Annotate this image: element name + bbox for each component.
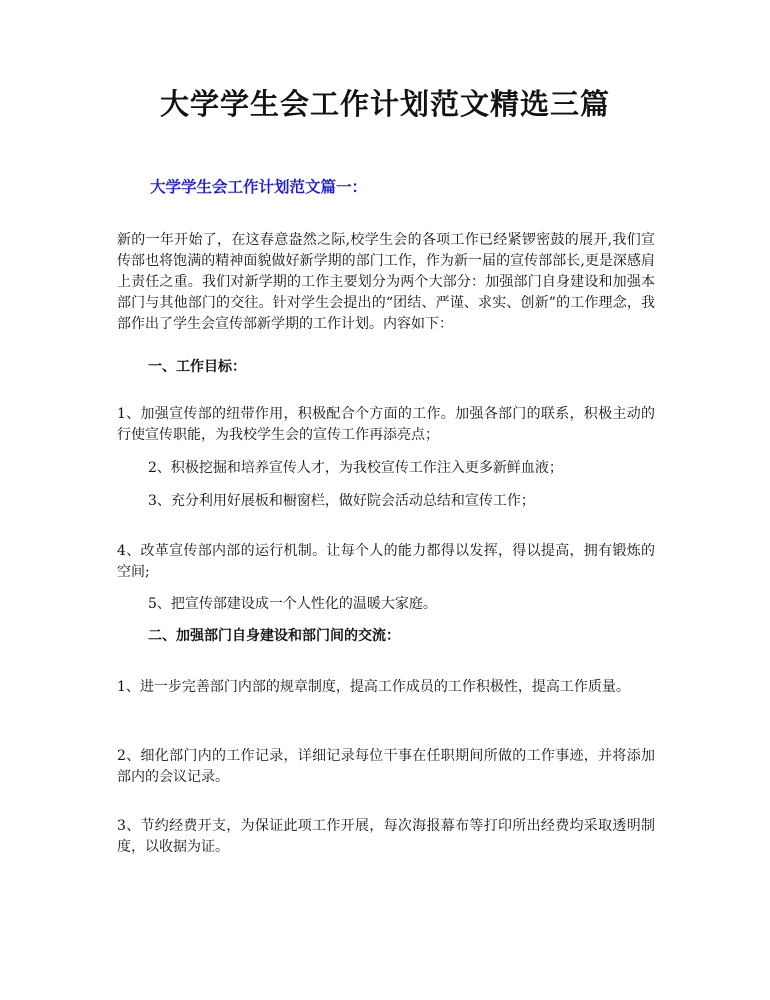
heading-department-building: 二、加强部门自身建设和部门间的交流： bbox=[148, 628, 400, 644]
goal-item-1: 1、加强宣传部的纽带作用，积极配合个方面的工作。加强各部门的联系，积极主动的行使宣传职能，为我校学生会的宣传工作再添亮点； bbox=[117, 406, 655, 443]
intro-paragraph: 新的一年开始了，在这春意盎然之际,校学生会的各项工作已经紧锣密鼓的展开,我们宣传部也将饱满的精神面貌做好新学期的部门工作，作为新一届的宣传部部长,更是深感肩上责任之重。我们对新学期的工作主要划分为两个大部分：加强部门自身建设和加强本部门与其他部门的交往。针对学生会提出的“团结、严谨、求实、创新”的工作理念，我部作出了学生会宣传部新学期的工作计划。内容如下： bbox=[117, 232, 655, 332]
document-title: 大学学生会工作计划范文精选三篇 bbox=[159, 87, 610, 121]
goal-item-3: 3、充分利用好展板和橱窗栏，做好院会活动总结和宣传工作； bbox=[148, 493, 535, 509]
department-item-2: 2、细化部门内的工作记录，详细记录每位干事在任职期间所做的工作事迹，并将添加部内的会议记录。 bbox=[117, 748, 655, 785]
department-item-1: 1、进一步完善部门内部的规章制度，提高工作成员的工作积极性，提高工作质量。 bbox=[117, 679, 630, 695]
goal-item-4: 4、改革宣传部内部的运行机制。让每个人的能力都得以发挥，得以提高，拥有锻炼的空间; bbox=[117, 543, 655, 580]
section-heading: 大学学生会工作计划范文篇一： bbox=[150, 177, 368, 196]
goal-item-2: 2、积极挖掘和培养宣传人才，为我校宣传工作注入更多新鲜血液； bbox=[148, 460, 563, 476]
department-item-3: 3、节约经费开支，为保证此项工作开展，每次海报幕布等打印所出经费均采取透明制度，以收据为证。 bbox=[117, 818, 655, 855]
heading-work-goals: 一、工作目标： bbox=[148, 359, 246, 375]
goal-item-5: 5、把宣传部建设成一个人性化的温暖大家庭。 bbox=[148, 596, 437, 612]
